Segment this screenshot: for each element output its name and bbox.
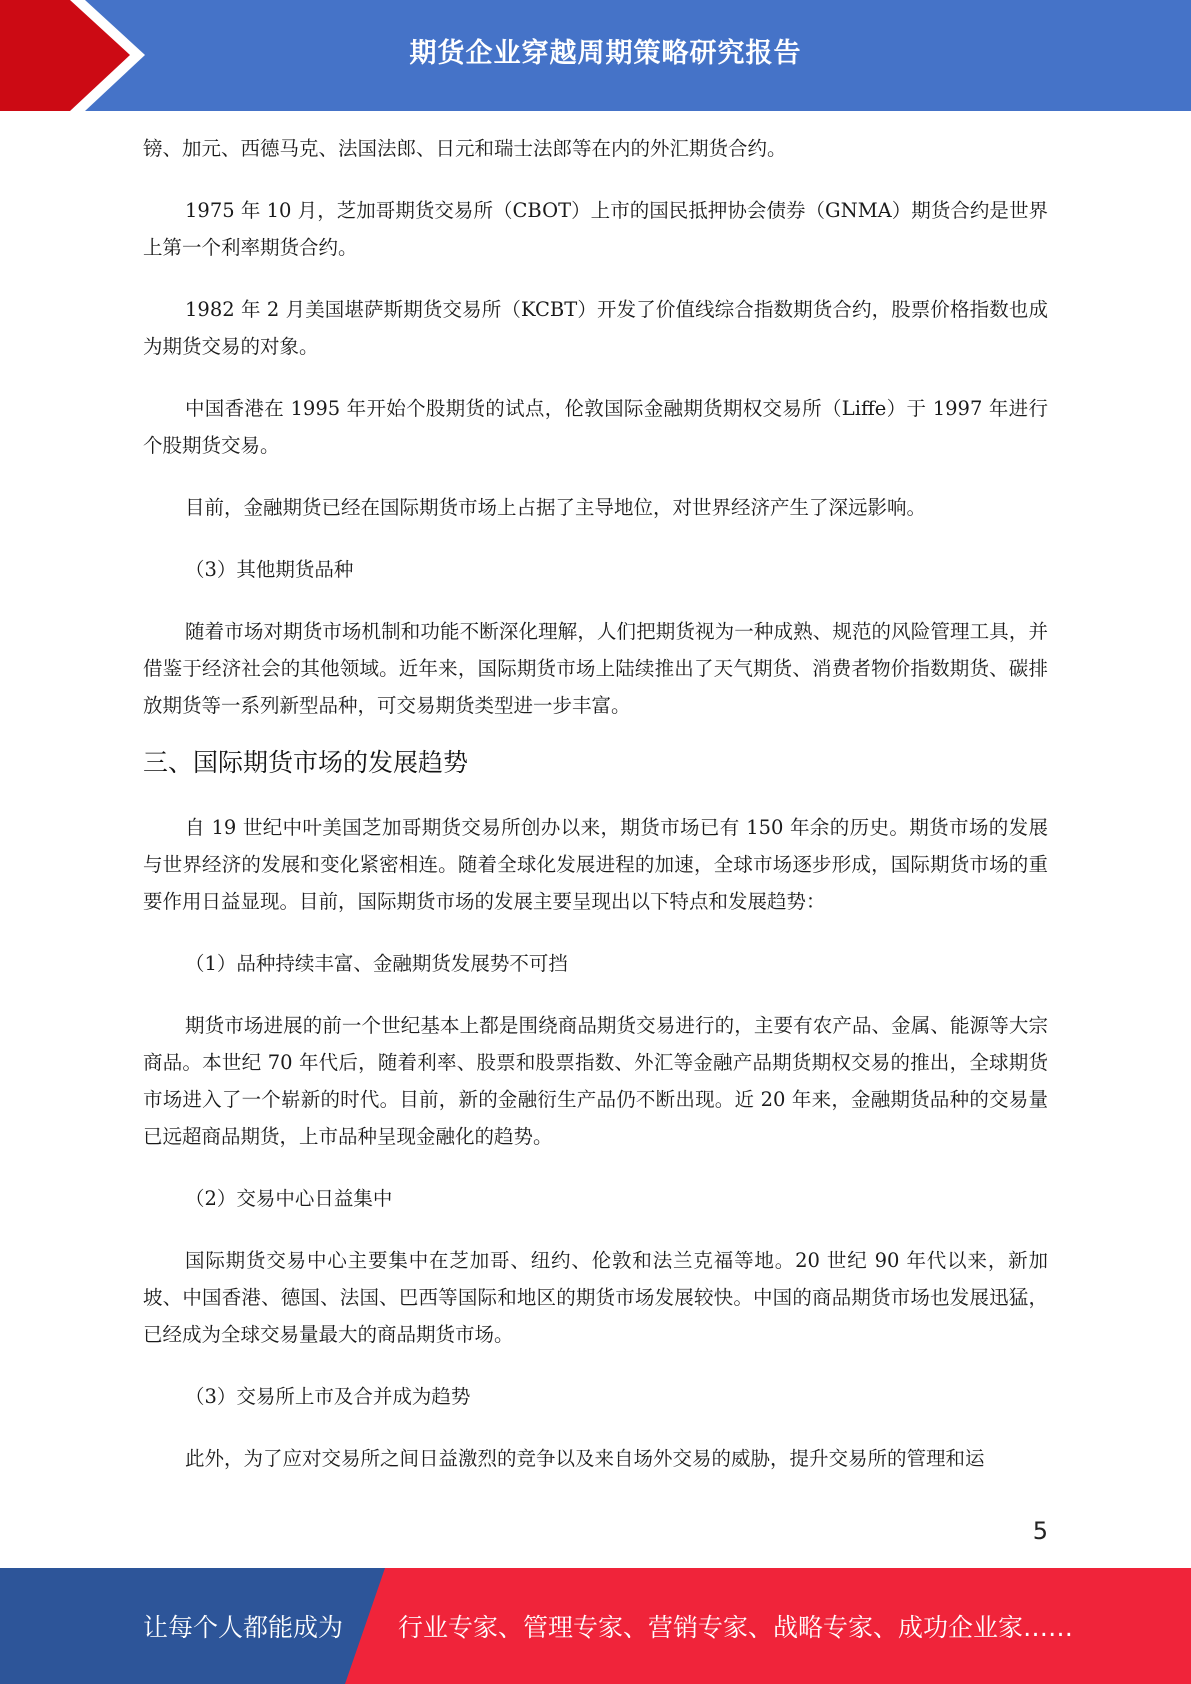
- paragraph: 自 19 世纪中叶美国芝加哥期货交易所创办以来，期货市场已有 150 年余的历史。期货市场的发展与世界经济的发展和变化紧密相连。随着全球化发展进程的加速，全球市场逐步形成，国际期货市场的重要作用日益显现。目前，国际期货市场的发展主要呈现出以下特点和发展趋势：: [143, 816, 1048, 913]
- footer-slogan-right: 行业专家、管理专家、营销专家、战略专家、成功企业家……: [398, 1613, 1074, 1642]
- paragraph: 国际期货交易中心主要集中在芝加哥、纽约、伦敦和法兰克福等地。20 世纪 90 年代以来，新加坡、中国香港、德国、法国、巴西等国际和地区的期货市场发展较快。中国的商品期货市场也发展迅猛，已经成为全球交易量最大的商品期货市场。: [143, 1249, 1048, 1346]
- subheading: （3）其他期货品种: [185, 558, 354, 581]
- paragraph: 此外，为了应对交易所之间日益激烈的竞争以及来自场外交易的威胁，提升交易所的管理和运: [185, 1447, 985, 1470]
- paragraph: 目前，金融期货已经在国际期货市场上占据了主导地位，对世界经济产生了深远影响。: [185, 496, 927, 519]
- paragraph: 期货市场进展的前一个世纪基本上都是围绕商品期货交易进行的，主要有农产品、金属、能源等大宗商品。本世纪 70 年代后，随着利率、股票和股票指数、外汇等金融产品期货期权交易的推出，全球期货市场进入了一个崭新的时代。目前，新的金融衍生产品仍不断出现。近 20 年来，金融期货品种的交易量已远超商品期货，上市品种呈现金融化的趋势。: [143, 1014, 1048, 1148]
- paragraph: 中国香港在 1995 年开始个股期货的试点，伦敦国际金融期货期权交易所（Liffe）于 1997 年进行个股期货交易。: [143, 397, 1048, 457]
- header-banner: [0, 0, 1191, 111]
- paragraph: 1982 年 2 月美国堪萨斯期货交易所（KCBT）开发了价值线综合指数期货合约，股票价格指数也成为期货交易的对象。: [143, 298, 1048, 358]
- paragraph: 1975 年 10 月，芝加哥期货交易所（CBOT）上市的国民抵押协会债券（GNMA）期货合约是世界上第一个利率期货合约。: [143, 199, 1048, 259]
- footer-banner: [0, 1568, 1191, 1684]
- subheading: （3）交易所上市及合并成为趋势: [185, 1385, 471, 1408]
- footer-slogan-left: 让每个人都能成为: [143, 1613, 344, 1642]
- paragraph: 随着市场对期货市场机制和功能不断深化理解，人们把期货视为一种成熟、规范的风险管理工具，并借鉴于经济社会的其他领域。近年来，国际期货市场上陆续推出了天气期货、消费者物价指数期货、碳排放期货等一系列新型品种，可交易期货类型进一步丰富。: [143, 620, 1048, 717]
- subheading: （1）品种持续丰富、金融期货发展势不可挡: [185, 952, 568, 975]
- subheading: （2）交易中心日益集中: [185, 1187, 393, 1210]
- paragraph: 镑、加元、西德马克、法国法郎、日元和瑞士法郎等在内的外汇期货合约。: [143, 137, 787, 160]
- section-heading: 三、国际期货市场的发展趋势: [143, 748, 469, 777]
- document-body: [143, 130, 1048, 1502]
- report-title: 期货企业穿越周期策略研究报告: [409, 37, 802, 69]
- page-number: 5: [1032, 1517, 1048, 1545]
